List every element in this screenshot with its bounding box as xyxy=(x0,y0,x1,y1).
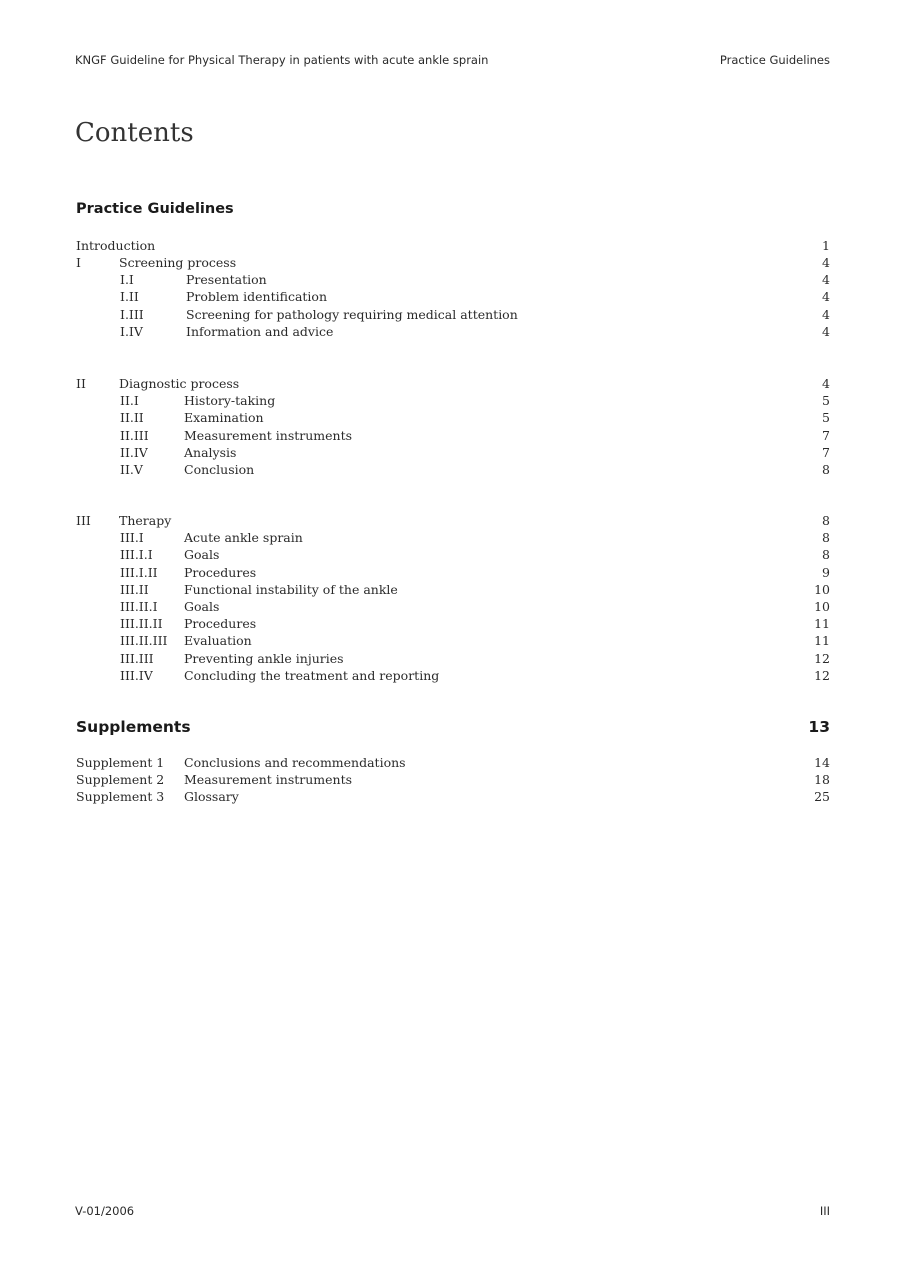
toc-entry-page: 11 xyxy=(814,616,830,632)
supplement-number: Supplement 3 xyxy=(76,789,165,805)
toc-section-label: Evaluation xyxy=(184,633,252,649)
toc-entry-page: 4 xyxy=(822,255,830,270)
toc-entry-page: 1 xyxy=(822,238,830,253)
supplement-label: Measurement instruments xyxy=(184,772,353,788)
toc-entry-page: 12 xyxy=(814,650,830,666)
toc-entry xyxy=(76,288,830,305)
supplements-heading: Supplements xyxy=(76,718,191,736)
toc-entry xyxy=(76,771,830,788)
toc-entry xyxy=(76,375,830,392)
toc-entry-page: 4 xyxy=(822,323,830,339)
toc-chapter-label: Therapy xyxy=(119,513,172,528)
supplement-label: Conclusions and recommendations xyxy=(184,755,406,770)
toc-entry-page: 4 xyxy=(822,376,830,391)
toc-section-number: III.I xyxy=(120,530,144,546)
toc-section-number: III.I.I xyxy=(120,547,153,563)
toc-entry-page: 10 xyxy=(814,599,830,614)
toc-entry xyxy=(76,546,830,563)
toc-section-label: Goals xyxy=(184,547,220,563)
toc-entry xyxy=(76,754,830,771)
toc-section-label: Procedures xyxy=(184,616,257,632)
toc-entry xyxy=(76,409,830,426)
toc-section-number: II.II xyxy=(120,410,144,426)
toc-section-number: II.V xyxy=(120,462,143,477)
toc-section-number: II.IV xyxy=(120,444,148,460)
toc-section-label: Goals xyxy=(184,599,220,614)
toc-section-number: III.IV xyxy=(120,667,153,683)
toc-section-number: III.III xyxy=(120,650,154,666)
page-title: Contents xyxy=(75,118,194,148)
toc-section-number: III.II.III xyxy=(120,633,168,649)
toc-entry xyxy=(76,392,830,409)
toc-entry-page: 7 xyxy=(822,444,830,460)
toc-entry xyxy=(76,271,830,288)
toc-entry-page: 10 xyxy=(814,581,830,597)
toc-entry xyxy=(76,564,830,581)
toc-entry-page: 4 xyxy=(822,272,830,288)
toc-entry-label: Introduction xyxy=(76,238,156,253)
toc-section-number: I.III xyxy=(120,306,144,322)
toc-section-label: Procedures xyxy=(184,564,257,580)
toc-section-label: Screening for pathology requiring medical attention xyxy=(186,306,518,322)
toc-entry-page: 8 xyxy=(822,547,830,563)
toc-section-label: Presentation xyxy=(186,272,267,288)
toc-section-label: Acute ankle sprain xyxy=(184,530,303,546)
toc-section-label: Conclusion xyxy=(184,462,255,477)
toc-chapter-label: Screening process xyxy=(119,255,237,270)
toc-entry xyxy=(76,323,830,340)
toc-section-number: I.I xyxy=(120,272,134,288)
toc-entry xyxy=(76,581,830,598)
toc-section-number: III.II xyxy=(120,581,149,597)
toc-entry-page: 4 xyxy=(822,306,830,322)
toc-entry xyxy=(76,444,830,461)
toc-entry xyxy=(76,615,830,632)
toc-section-label: Preventing ankle injuries xyxy=(184,650,344,666)
toc-chapter-label: Diagnostic process xyxy=(119,376,240,391)
toc-entry-page: 8 xyxy=(822,513,830,528)
toc-section-label: Information and advice xyxy=(186,323,334,339)
toc-section-label: Concluding the treatment and reporting xyxy=(184,667,440,683)
toc-section-label: Analysis xyxy=(184,444,237,460)
supplement-label: Glossary xyxy=(184,789,239,805)
toc-section-label: History-taking xyxy=(184,393,276,409)
supplement-number: Supplement 1 xyxy=(76,755,165,770)
toc-section-number: III.II.II xyxy=(120,616,163,632)
toc-entry-page: 12 xyxy=(814,667,830,683)
toc-entry-page: 8 xyxy=(822,462,830,477)
toc-entry xyxy=(76,598,830,615)
practice-guidelines-heading: Practice Guidelines xyxy=(76,201,234,217)
toc-entry xyxy=(76,632,830,649)
toc-section-number: I.IV xyxy=(120,323,143,339)
toc-entry-page: 11 xyxy=(814,633,830,649)
toc-section-label: Functional instability of the ankle xyxy=(184,581,398,597)
toc-entry-page: 4 xyxy=(822,289,830,305)
supplement-page: 14 xyxy=(814,755,830,770)
toc-entry xyxy=(76,667,830,684)
toc-entry-page: 5 xyxy=(822,410,830,426)
supplement-number: Supplement 2 xyxy=(76,772,165,788)
supplements-page-number: 13 xyxy=(808,718,830,736)
toc-entry xyxy=(76,650,830,667)
toc-section-label: Problem identification xyxy=(186,289,327,305)
running-header-section: Practice Guidelines xyxy=(719,53,830,67)
toc-section-label: Examination xyxy=(184,410,264,426)
toc-entry xyxy=(76,788,830,805)
toc-section-number: I.II xyxy=(120,289,139,305)
toc-entry xyxy=(76,529,830,546)
toc-section-number: III.II.I xyxy=(120,599,158,614)
toc-entry-page: 5 xyxy=(822,393,830,409)
toc-entry xyxy=(76,254,830,271)
toc-entry xyxy=(76,461,830,478)
supplement-page: 18 xyxy=(814,772,830,788)
toc-section-number: II.I xyxy=(120,393,139,409)
toc-entry-page: 7 xyxy=(822,427,830,443)
footer-page-number: III xyxy=(819,1204,830,1218)
footer-version: V-01/2006 xyxy=(75,1204,135,1218)
toc-entry xyxy=(76,512,830,529)
toc-section-label: Measurement instruments xyxy=(184,427,353,443)
toc-entry xyxy=(76,306,830,323)
toc-chapter-number: III xyxy=(76,513,91,528)
toc-section-number: III.I.II xyxy=(120,564,158,580)
toc-entry-page: 8 xyxy=(822,530,830,546)
running-header-title: KNGF Guideline for Physical Therapy in patients with acute ankle sprain xyxy=(75,53,489,67)
toc-entry-page: 9 xyxy=(822,564,830,580)
toc-section-number: II.III xyxy=(120,427,149,443)
supplement-page: 25 xyxy=(814,789,830,805)
toc-chapter-number: II xyxy=(76,376,86,391)
toc-entry xyxy=(76,427,830,444)
toc-entry xyxy=(76,237,830,254)
toc-chapter-number: I xyxy=(76,255,81,270)
